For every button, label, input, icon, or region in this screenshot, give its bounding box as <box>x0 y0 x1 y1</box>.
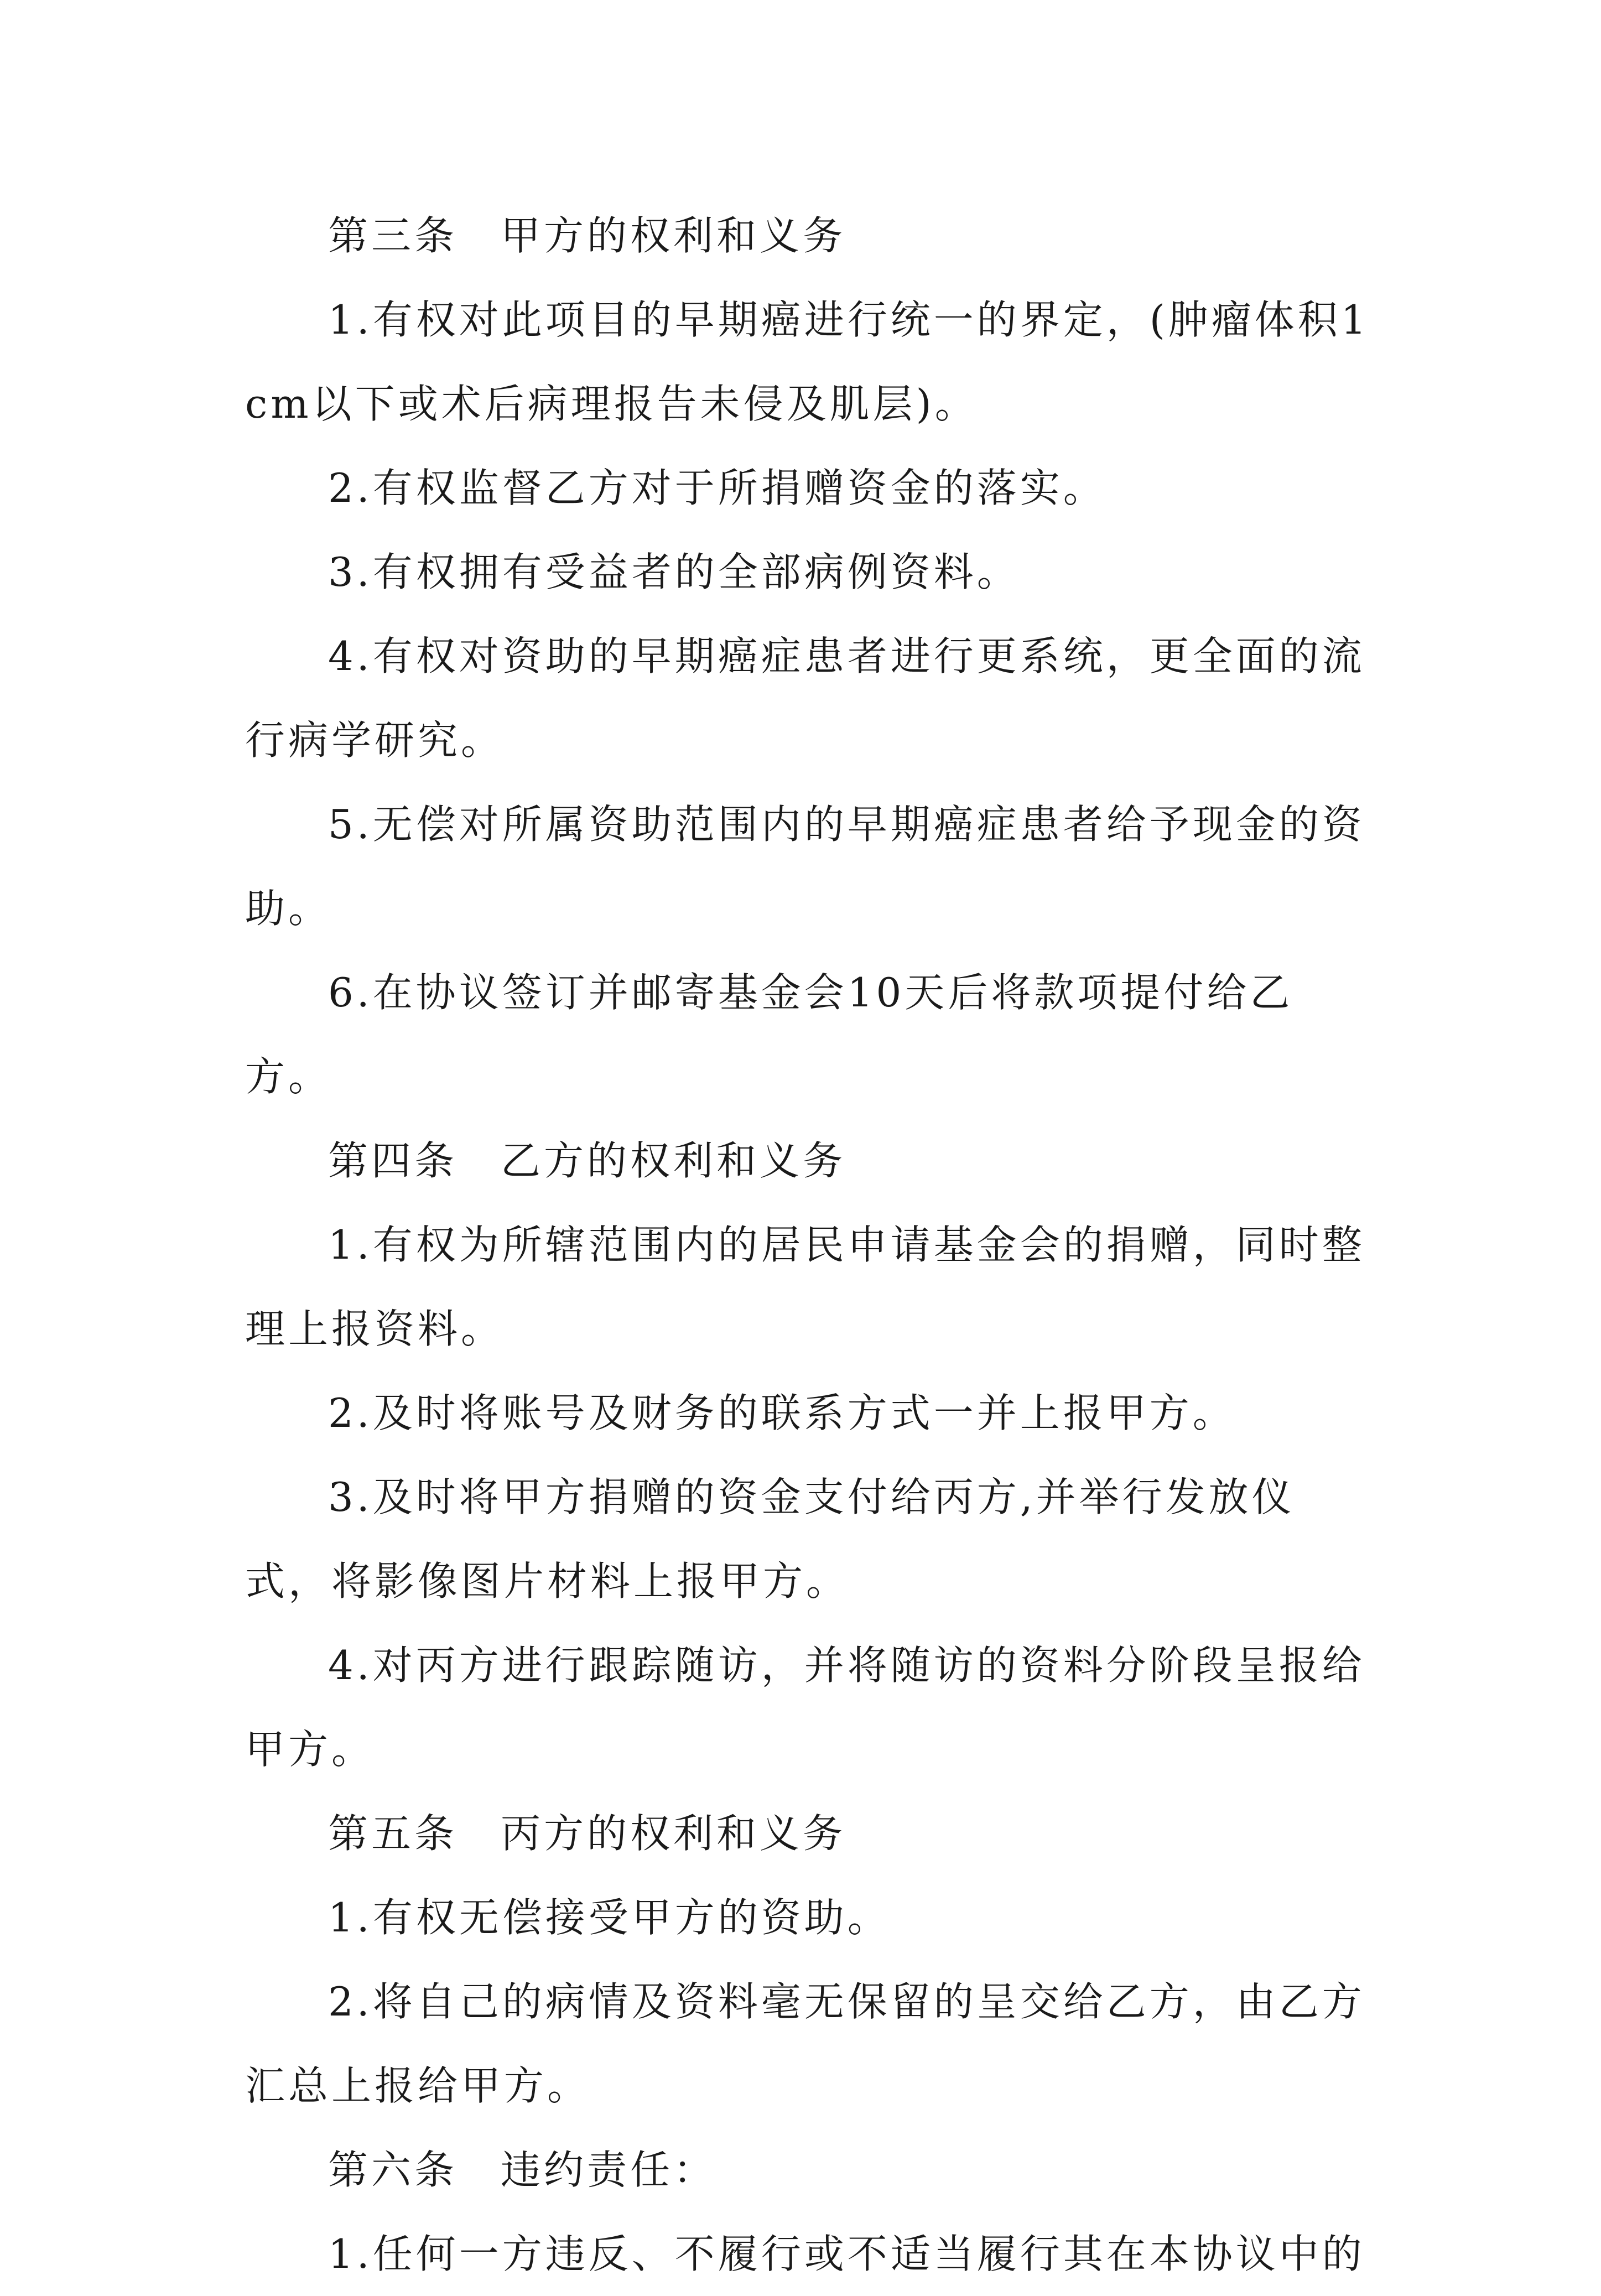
article-5-item-1: 1.有权无偿接受甲方的资助。 <box>328 1894 891 1941</box>
article-5-heading: 第五条 丙方的权利和义务 <box>328 1810 846 1857</box>
article-3-item-4: 4.有权对资助的早期癌症患者进行更系统，更全面的流行病学研究。 <box>245 633 1365 763</box>
article-4-item-1: 1.有权为所辖范围内的居民申请基金会的捐赠，同时整理上报资料。 <box>245 1222 1365 1352</box>
article-4-item-4: 4.对丙方进行跟踪随访，并将随访的资料分阶段呈报给甲方。 <box>245 1642 1365 1773</box>
article-6-heading: 第六条 违约责任： <box>328 2147 717 2193</box>
article-3-item-1: 1.有权对此项目的早期癌进行统一的界定，(肿瘤体积1cm以下或术后病理报告未侵及肌层)。 <box>245 297 1370 427</box>
document-body <box>245 194 1374 2296</box>
article-6-item-1: 1.任何一方违反、不履行或不适当履行其在本协议中的 <box>328 2231 1365 2277</box>
article-3-item-3: 3.有权拥有受益者的全部病例资料。 <box>328 549 1020 595</box>
article-3-item-6: 6.在协议签订并邮寄基金会10天后将款项提付给乙方。 <box>245 969 1293 1100</box>
article-4-item-2: 2.及时将账号及财务的联系方式一并上报甲方。 <box>328 1390 1236 1436</box>
article-3-heading: 第三条 甲方的权利和义务 <box>328 212 846 259</box>
article-3-item-5: 5.无偿对所属资助范围内的早期癌症患者给予现金的资助。 <box>245 801 1365 932</box>
article-4-heading: 第四条 乙方的权利和义务 <box>328 1137 846 1184</box>
article-3-item-2: 2.有权监督乙方对于所捐赠资金的落实。 <box>328 465 1106 511</box>
article-4-item-3: 3.及时将甲方捐赠的资金支付给丙方,并举行发放仪式，将影像图片材料上报甲方。 <box>245 1474 1295 1604</box>
article-5-item-2: 2.将自己的病情及资料毫无保留的呈交给乙方，由乙方汇总上报给甲方。 <box>245 1978 1365 2109</box>
